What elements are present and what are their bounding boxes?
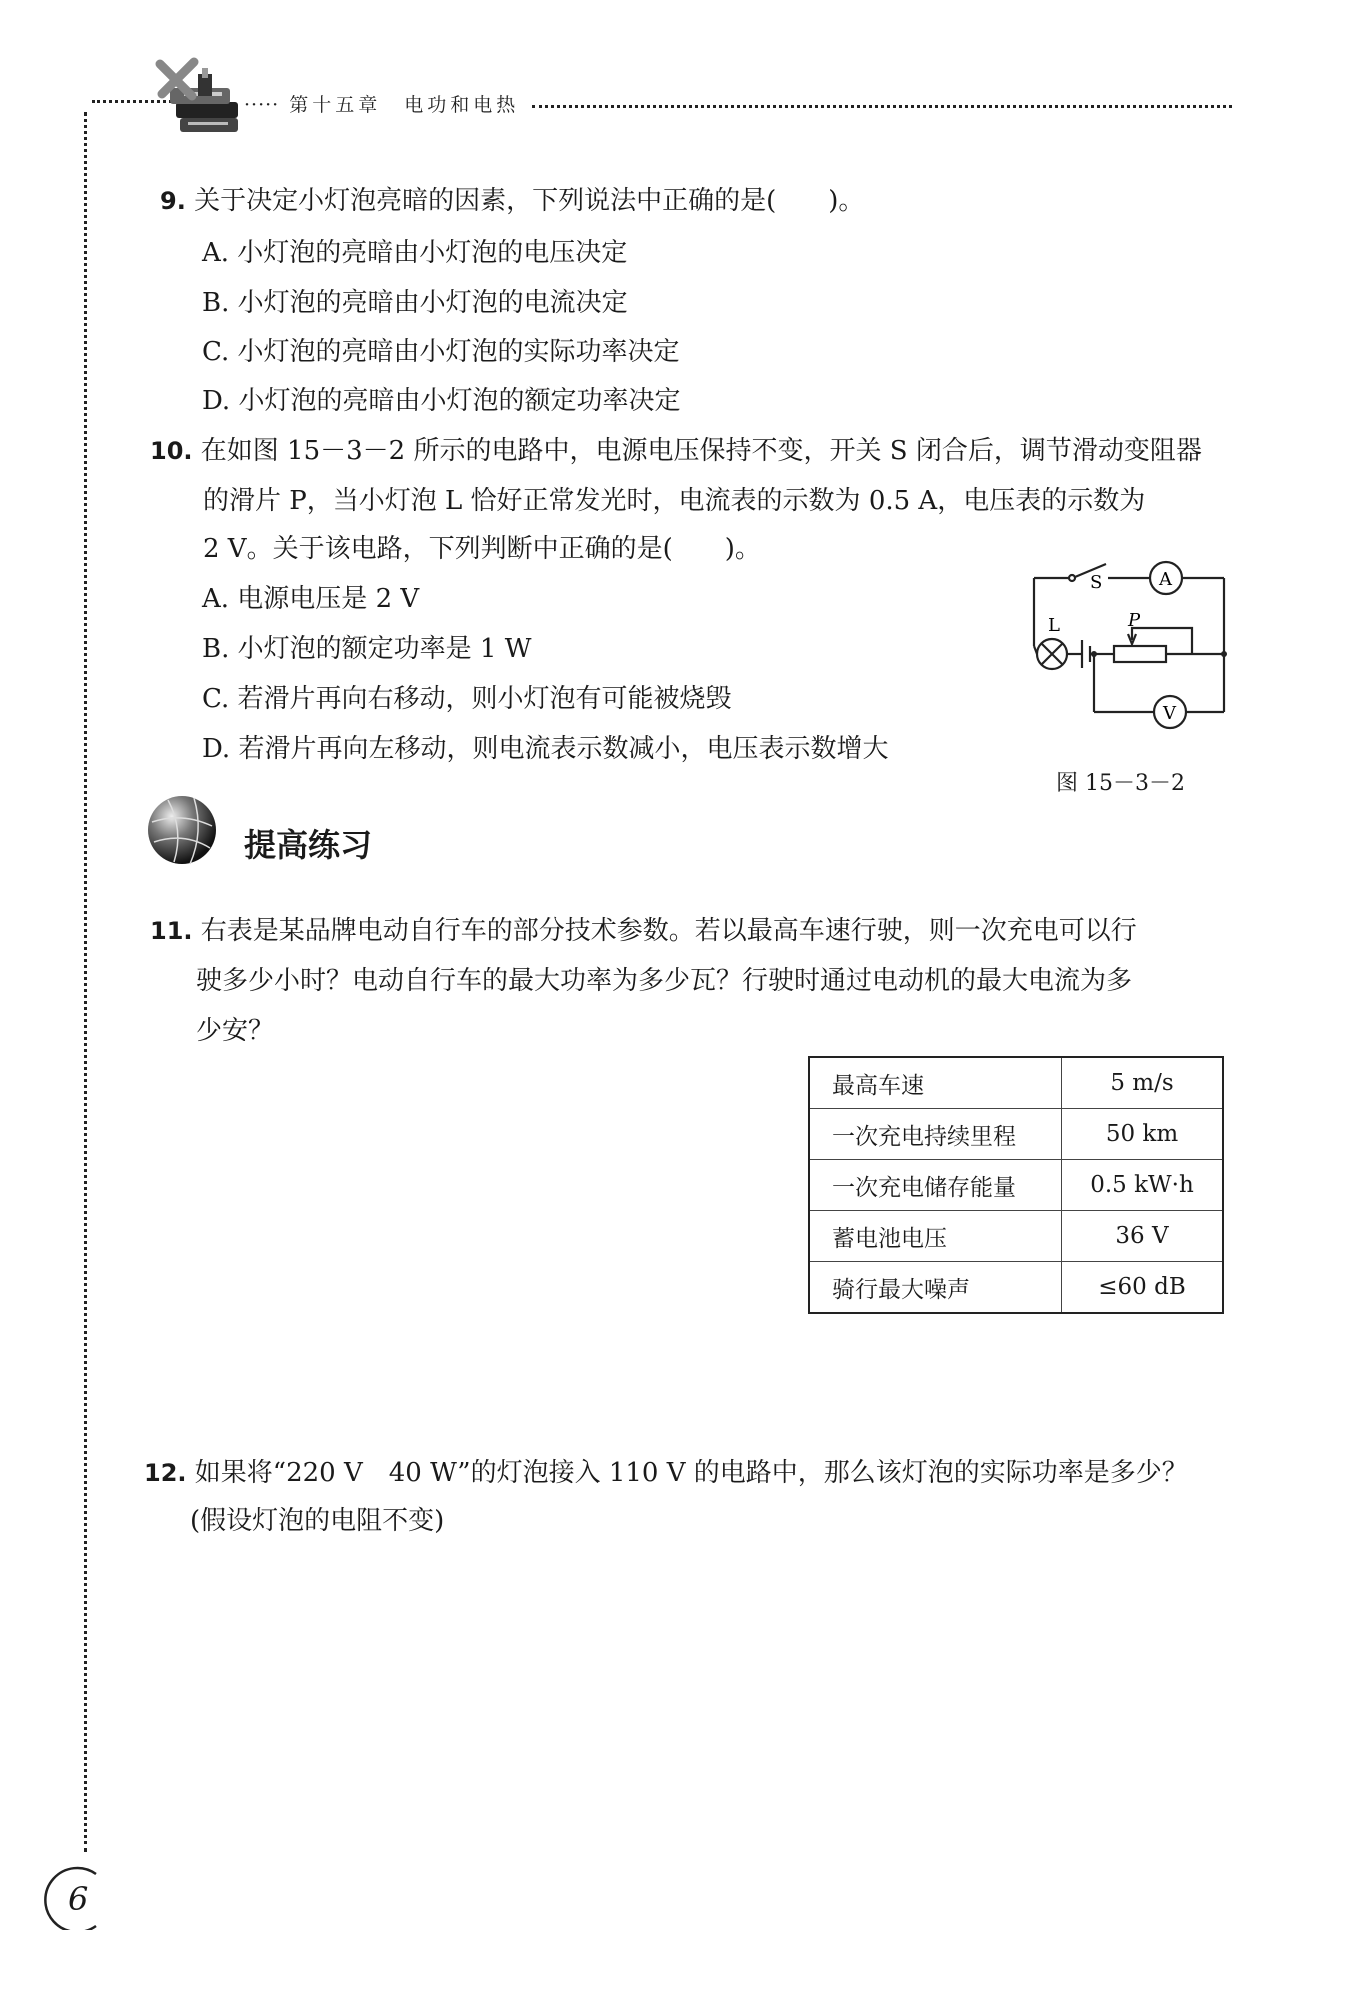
page-number: 6 <box>38 1866 102 1930</box>
param-value: 0.5 kW·h <box>1062 1160 1224 1211</box>
param-name: 最高车速 <box>809 1057 1062 1109</box>
table-row <box>809 1160 1223 1211</box>
margin-dotted-line <box>84 112 87 1852</box>
question-11-line-2: 驶多少小时？电动自行车的最大功率为多少瓦？行驶时通过电动机的最大电流为多 <box>196 966 1133 996</box>
question-9-option-b: B. 小灯泡的亮暗由小灯泡的电流决定 <box>202 288 628 318</box>
question-9-option-c: C. 小灯泡的亮暗由小灯泡的实际功率决定 <box>202 337 680 367</box>
question-9-option-a: A. 小灯泡的亮暗由小灯泡的电压决定 <box>202 238 628 268</box>
parameter-table <box>808 1056 1224 1314</box>
question-10-option-a: A. 电源电压是 2 V <box>202 584 420 614</box>
question-10-line-1: 10. 在如图 15－3－2 所示的电路中，电源电压保持不变，开关 S 闭合后，调节滑动变阻器 <box>150 436 1202 466</box>
lamp-label: L <box>1048 615 1060 636</box>
question-10-option-c: C. 若滑片再向右移动，则小灯泡有可能被烧毁 <box>202 684 732 714</box>
voltmeter-label: V <box>1163 703 1176 724</box>
globe-icon <box>144 792 220 868</box>
figure-caption: 图 15－3－2 <box>1056 771 1185 796</box>
question-9-stem: 9. 关于决定小灯泡亮暗的因素，下列说法中正确的是( )。 <box>160 186 865 216</box>
switch-label: S <box>1090 572 1103 593</box>
table-row <box>809 1057 1223 1109</box>
param-name: 骑行最大噪声 <box>809 1262 1062 1314</box>
circuit-diagram <box>1020 556 1240 736</box>
param-value: 5 m/s <box>1062 1057 1224 1109</box>
param-name: 蓄电池电压 <box>809 1211 1062 1262</box>
table-row <box>809 1109 1223 1160</box>
param-value: 36 V <box>1062 1211 1224 1262</box>
question-9-option-d: D. 小灯泡的亮暗由小灯泡的额定功率决定 <box>202 386 681 416</box>
ammeter-label: A <box>1159 569 1172 590</box>
slider-label: P <box>1128 610 1141 631</box>
table-row <box>809 1211 1223 1262</box>
param-name: 一次充电持续里程 <box>809 1109 1062 1160</box>
question-10-option-d: D. 若滑片再向左移动，则电流表示数减小，电压表示数增大 <box>202 734 889 764</box>
question-10-option-b: B. 小灯泡的额定功率是 1 W <box>202 634 532 664</box>
books-icon <box>140 52 250 142</box>
question-10-line-3: 2 V。关于该电路，下列判断中正确的是( )。 <box>203 534 761 564</box>
table-row <box>809 1262 1223 1314</box>
param-value: 50 km <box>1062 1109 1224 1160</box>
chapter-title: ····· 第十五章 电功和电热 <box>244 94 520 116</box>
question-11-line-3: 少安？ <box>196 1016 275 1046</box>
section-title: 提高练习 <box>244 826 373 864</box>
question-11-line-1: 11. 右表是某品牌电动自行车的部分技术参数。若以最高车速行驶，则一次充电可以行 <box>150 916 1137 946</box>
question-10-line-2: 的滑片 P，当小灯泡 L 恰好正常发光时，电流表的示数为 0.5 A，电压表的示数为 <box>203 486 1146 516</box>
param-name: 一次充电储存能量 <box>809 1160 1062 1211</box>
header-dotted-line-right <box>532 105 1232 108</box>
question-12-line-1: 12. 如果将“220 V 40 W”的灯泡接入 110 V 的电路中，那么该灯泡的实际功率是多少？ <box>144 1458 1188 1488</box>
question-12-line-2: (假设灯泡的电阻不变) <box>190 1506 445 1536</box>
param-value: ≤60 dB <box>1062 1262 1224 1314</box>
